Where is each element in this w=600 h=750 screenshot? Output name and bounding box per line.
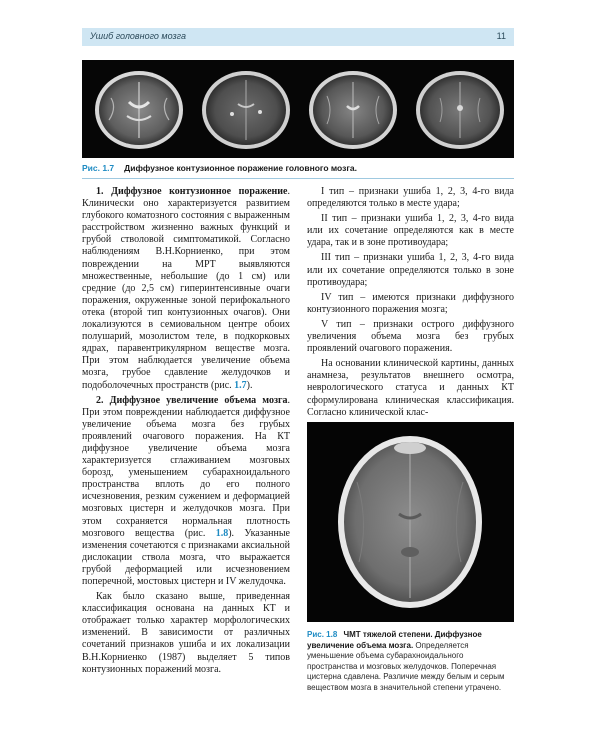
paragraph-classification: Как было сказано выше, приведенная классификация основана на данных КТ и отображает только характер морфологических изменений. В зависимости от различных сочетаний признаков ушиба и их локализации В.Н.Корниенко (1987) выделяет 5 типов контузионных поражений мозга. bbox=[82, 591, 290, 675]
figure-1-8-caption bbox=[307, 630, 514, 694]
figure-ref-1-8[interactable]: 1.8 bbox=[215, 527, 229, 539]
running-title: Ушиб головного мозга bbox=[90, 31, 187, 41]
ct-scan-image bbox=[307, 422, 514, 622]
paragraph-body: . При этом повреждении наблюдается диффузное увеличение объема мозга без грубых проявлений очагового поражения. На КТ диффузное увеличение объема мозга характеризуется сглаживанием мозговых борозд, уменьшением субарахноидального пространства вплоть до его полного исчезновения, резким сужением и деформацией мозговых цистерн и желудочков мозга. При этом сохраняется нормальная плотность мозгового вещества (рис. bbox=[82, 394, 290, 539]
heading-diffuse-contusion: 1. Диффузное контузионное поражение bbox=[96, 186, 288, 197]
contusion-type-2: II тип – признаки ушиба 1, 2, 3, 4-го вида или их сочетание определяются как в месте удара, так и в зоне противоудара; bbox=[307, 213, 514, 249]
right-column bbox=[307, 186, 514, 422]
figure-ref-1-7[interactable]: 1.7 bbox=[234, 379, 247, 391]
mri-scan-1 bbox=[89, 68, 189, 152]
contusion-type-4: IV тип – имеются признаки диффузного контузионного поражения мозга; bbox=[307, 291, 514, 315]
left-column bbox=[82, 186, 290, 679]
paragraph-diffuse-volume bbox=[82, 395, 290, 589]
figure-1-8-ct-scan bbox=[307, 422, 514, 622]
contusion-type-3: III тип – признаки ушиба 1, 2, 3, 4-го вида или их сочетание определяются только в зоне противоудара; bbox=[307, 252, 514, 288]
figure-1-7-caption-text: Диффузное контузионное поражение головного мозга. bbox=[124, 163, 357, 173]
contusion-type-1: I тип – признаки ушиба 1, 2, 3, 4-го вида определяются только в месте удара; bbox=[307, 186, 514, 210]
mri-scan-4 bbox=[410, 68, 510, 152]
paragraph-diffuse-contusion bbox=[82, 186, 290, 392]
paragraph-end: ). Указанные изменения сочетаются с признаками аксиальной дислокации ствола мозга, что выражается грубой деформацией или исчезновением поперечной, мостовых цистерн и IV желудочка. bbox=[82, 527, 290, 587]
figure-1-7-mri-strip bbox=[82, 60, 514, 158]
figure-1-8-label: Рис. 1.8 bbox=[307, 630, 338, 639]
mri-scan-3 bbox=[303, 68, 403, 152]
mri-scan-2 bbox=[196, 68, 296, 152]
figure-1-8-title: ЧМТ тяжелой степени. Диффузное увеличение объема мозга. bbox=[307, 630, 482, 650]
figure-1-7-label: Рис. 1.7 bbox=[82, 163, 115, 173]
contusion-type-5: V тип – признаки острого диффузного увеличения объема мозга без грубых проявлений очагового поражения. bbox=[307, 318, 514, 355]
paragraph-body: . Клинически оно характеризуется развитием глубокого коматозного состояния с выраженным расстройством жизненно важных функций и грубой стволовой симптоматикой. Согласно наблюдениям В.Н.Корниенко, при этом повреждении на МРТ выявляются множественные, небольшие (до 1 см) или средние (до 2,5 см) гиперинтенсивные очаги поражения, окруженные зоной перифокального отека (второй тип контузионных очагов). Они локализуются в семиовальном центре обоих полушарий, мозолистом теле, в подкорковых ядрах, паравентрикулярном веществе мозга. При этом наблюдается увеличение объема мозга, грубое сдавление желудочков и подоболочечных пространств (рис. bbox=[82, 186, 290, 391]
running-header bbox=[82, 28, 514, 46]
paragraph-clinical-classification: На основании клинической картины, данных анамнеза, результатов внешнего осмотра, неврологического статуса и данных КТ сформулирована клиническая классификация. Согласно клинической клас- bbox=[307, 358, 514, 418]
figure-1-7-caption bbox=[82, 163, 514, 173]
caption-divider bbox=[82, 178, 514, 179]
page-number: 11 bbox=[496, 31, 506, 41]
paragraph-end: ). bbox=[246, 379, 253, 391]
figure-1-8-caption-text: Определяется уменьшение объема субарахноидального пространства и мозговых желудочков. Поперечная цистерна сдавлена. Различие между белым и серым веществом мозга в значительной степени утрачено. bbox=[307, 640, 505, 692]
heading-diffuse-volume: 2. Диффузное увеличение объема мозга bbox=[96, 394, 288, 406]
